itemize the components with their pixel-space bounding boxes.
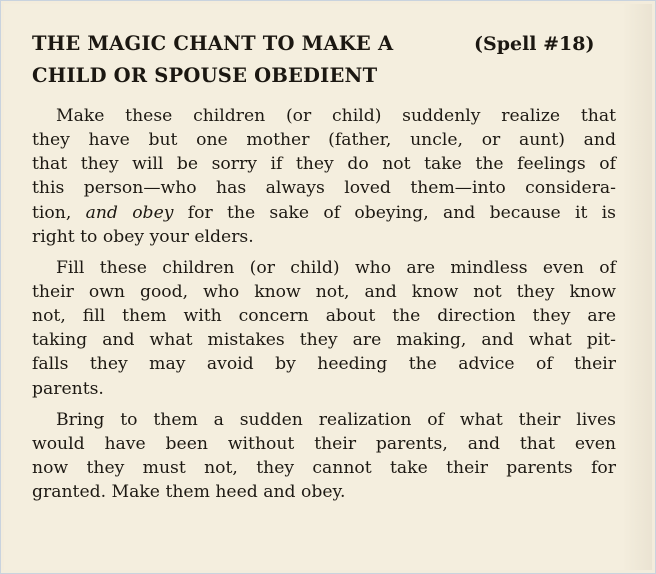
spell-heading <box>32 28 632 92</box>
text-line: falls they may avoid by heeding the advice of their <box>32 354 616 375</box>
paragraph-2 <box>32 256 616 401</box>
text-line: their own good, who know not, and know not they know <box>32 281 616 302</box>
text-line: Bring to them a sudden realization of what their lives <box>56 409 616 430</box>
text-line: not, fill them with concern about the direction they are <box>32 306 616 327</box>
paragraph-1 <box>32 104 616 249</box>
text-line-mixed <box>32 201 616 225</box>
spell-number: (Spell #18) <box>474 33 595 55</box>
paragraph-3 <box>32 408 616 505</box>
text-line: Make these children (or child) suddenly realize that <box>56 106 616 126</box>
text-line: now they must not, they cannot take their parents for <box>32 457 616 478</box>
text-line: that they will be sorry if they do not take the feelings of <box>32 154 616 175</box>
book-page <box>4 4 652 570</box>
text-line: Fill these children (or child) who are mindless even of <box>56 257 616 278</box>
text-line: right to obey your elders. <box>32 226 254 247</box>
paragraph-gap <box>32 401 616 408</box>
text-segment: for the sake of obeying, and because it is <box>173 202 617 223</box>
text-line: parents. <box>32 378 104 399</box>
text-line: taking and what mistakes they are making, and what pit- <box>32 330 616 351</box>
italic-emphasis: and obey <box>85 202 174 223</box>
spell-body <box>32 104 616 504</box>
text-line: this person—who has always loved them—into considera- <box>32 178 616 199</box>
text-line: they have but one mother (father, uncle, or aunt) and <box>32 130 616 151</box>
paragraph-gap <box>32 249 616 256</box>
spell-title-line-1: THE MAGIC CHANT TO MAKE A <box>32 32 394 55</box>
text-segment: tion, <box>32 202 86 223</box>
spell-title-line-2: CHILD OR SPOUSE OBEDIENT <box>32 64 378 87</box>
text-line: would have been without their parents, and that even <box>32 433 616 454</box>
text-line: granted. Make them heed and obey. <box>32 482 346 503</box>
